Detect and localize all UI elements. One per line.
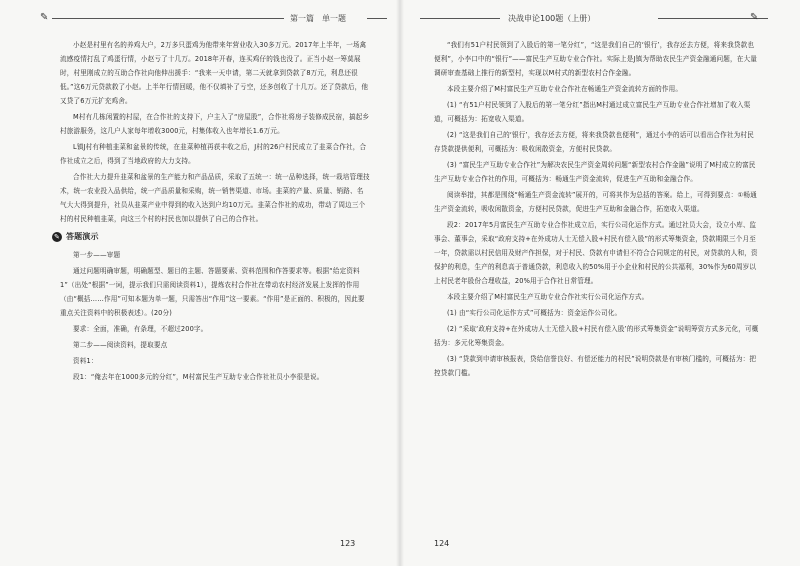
paragraph: 段1：“俺去年在1000多元的分红”，M村富民生产互助专业合作社社员小李很是说。 [73,373,324,381]
paragraph: (1) 由“实行公司化运作方式”可概括为：资金运作公司化。 [447,309,622,317]
section-heading [52,230,370,244]
right-page-header [420,10,765,26]
paragraph: (3) “贷款到申请审核报表，贷给信誉良好、有偿还能力的村民”说明贷款是有审核门槛的，可概括为：把控贷款门槛。 [434,355,757,377]
paragraph: “我们有51户村民领到了入股后的第一笔分红”，“这是我们自己的‘银行’，我存还去方便，将来我贷款也便利”，小李口中的“银行”——富民生产互助专业合作社。实际上是J镇为帮助农民生产资金融通问题，在大量调研审查基础上推行的新型村，实现以M村式的新型农村合作金融。 [434,41,758,77]
paragraph: (2) “这是我们自己的‘银行’，我存还去方便，将来我贷款也便利”，通过小李的话可以看出合作社为村民存贷款提供便利，可概括为：吸收闲散资金，方便村民贷款。 [434,131,754,153]
page-number: 123 [340,539,356,548]
right-header-title: 决战申论100题（上册） [508,14,596,23]
header-rule [367,18,387,19]
paragraph: M村有几栋闲置的村屋，在合作社的支持下，户主入了“房屋股”，合作社将房子装修成民宿，搞起乡村旅游服务，这几户人家每年增收3000元，村集体收入也年增长1.6万元。 [60,113,370,135]
pen-icon: ✎ [750,12,759,23]
step-heading: 第二步——阅读资料，提取要点 [73,341,168,349]
paragraph: (2) “采取‘政府支持+在外成功人士无偿入股+村民有偿入股’的形式筹集资金”说明筹资方式多元化，可概括为：多元化筹集资金。 [434,325,759,347]
section-title: 答题演示 [66,232,99,241]
paragraph: L镇J村有种植韭菜和盆景的传统，在韭菜种植再获丰收之后，J村的26户村民成立了韭菜合作社，合作社成立之后，得到了当地政府的大力支持。 [60,143,367,165]
header-rule [420,18,500,19]
pen-badge-icon: ✎ [53,233,60,241]
paragraph: 合作社大力提升韭菜和盆景的生产能力和产品品质，采取了五统一：统一品种选择，统一栽培管理技术，统一农业投入品供给，统一产品质量和采购，统一销售渠道、市场。韭菜的产量、质量、销路、名气大大得到提升，社员从韭菜产业中得到的收入达到户均10万元。韭菜合作社的成功，带动了周边三个村的村民种植韭菜，向这三个村的村民也加以提供了自己的合作社。 [60,173,370,223]
step-heading: 第一步——审题 [73,251,121,259]
paragraph: (1) “有51户村民领到了入股后的第一笔分红”指出M村通过成立富民生产互助专业合作社增加了收入渠道，可概括为：拓宽收入渠道。 [434,101,751,123]
paragraph: 阅读举措，其都是围绕“畅通生产资金流转”展开的，可将其作为总括的答案。给上，可得到要点：①畅通生产资金流转，吸收闲散资金，方便村民贷款，促进生产互助和金融合作，拓宽收入渠道。 [434,191,757,213]
page-number: 124 [434,539,450,548]
right-page [400,0,800,566]
paragraph: 通过问题明确审题，明确题型、题目的主题、答题要素、资料范围和作答要求等。根据“给定资料1”（出处“根据”一词，提示我们只需阅读资料1），提炼农村合作社在带动农村经济发展上发挥的作用（由“概括……作用”可知本题为单一题，只需答出“作用”这一要素。“作用”是正面的、积极的，因此要重点关注资料中的积极表述）。(20分) [60,267,365,317]
paragraph: (3) “富民生产互助专业合作社”为解决农民生产资金周转问题“新型农村合作金融”说明了M村成立的富民生产互助专业合作社的作用，可概括为：畅通生产资金流转，促进生产互助和金融合作。 [434,161,756,183]
right-page-body [434,38,760,382]
left-page-header [40,10,385,26]
paragraph: 要求：全面，准确，有条理，不超过200字。 [73,325,208,333]
paragraph: 段2：2017年5月富民生产互助专业合作社成立后，实行公司化运作方式。通过社员大会，设立小库、监事会、董事会，采取“政府支持+在外成功人士无偿入股+村民有偿入股”的形式筹集资金，贷款期限三个月至一年，贷款需以村民信用及财产作担保，对于村民、贷款有申请但不符合合同规定的村民，对贷款的人和，资保护的利息，生产的利息高于普通贷款，利息收入的50%用于小企业和村民的公共福利，30%作为60周岁以上村民老年股份合理收益，20%用于合作社日常管理。 [434,221,758,285]
left-header-title: 第一篇 单一题 [290,14,346,23]
paragraph: 本段主要介绍了M村富民生产互助专业合作社在畅通生产资金流转方面的作用。 [447,85,683,93]
paragraph: 本段主要介绍了M村富民生产互助专业合作社实行公司化运作方式。 [447,293,649,301]
material-label: 资料1： [73,357,98,365]
pen-icon: ✎ [40,12,49,23]
paragraph: 小赵是村里有名的养鸡大户，2万多只蛋鸡为他带来年营业收入30多万元。2017年上半年，一场禽流感疫情打乱了鸡蛋行情，小赵亏了十几万。2018年开春，连买鸡仔的钱也没了。正当小赵一筹莫展时，村里刚成立的互助合作社向他伸出援手：“我来一天申请，第二天就拿到贷款了8万元，利息还很低。”这6万元贷款救了小赵。上半年行情回暖，他不仅填补了亏空，还多创收了十几万。还了贷款后，他又贷了6万元扩充鸡舍。 [60,41,369,105]
header-rule [52,18,284,19]
left-page-body [53,38,370,386]
